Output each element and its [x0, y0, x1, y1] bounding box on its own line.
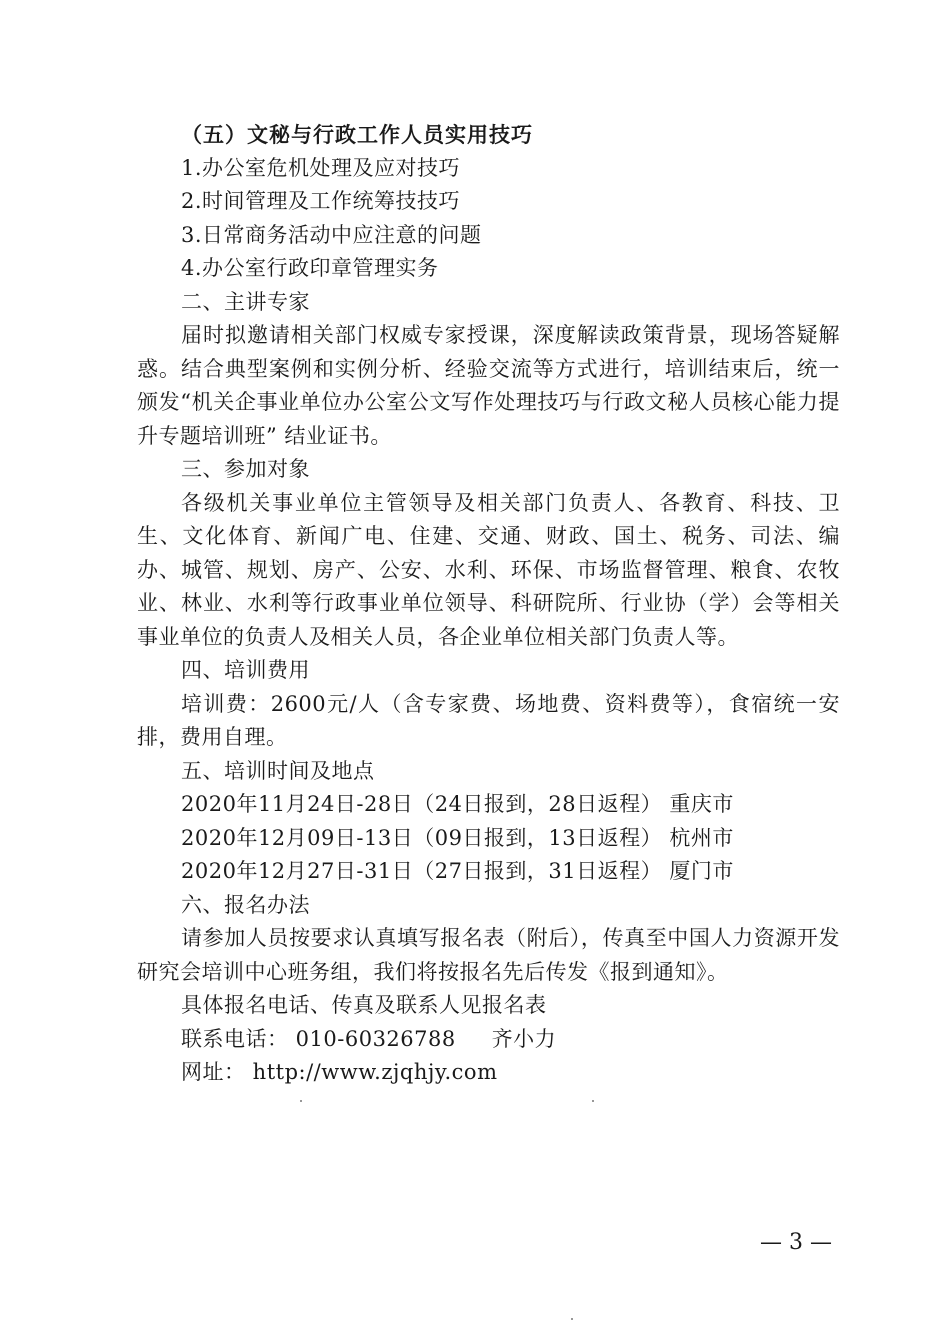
page-content [137, 118, 840, 1090]
section5-item-4: 4.办公室行政印章管理实务 [181, 256, 439, 280]
participants-paragraph: 各级机关事业单位主管领导及相关部门负责人、各教育、科技、卫生、文化体育、新闻广电、住建、交通、财政、国土、税务、司法、编办、城管、规划、房产、公安、水利、环保、市场监督管理、粮食、农牧业、林业、水利等行政事业单位领导、科研院所、行业协（学）会等相关事业单位的负责人及相关人员，各企业单位相关部门负责人等。 [137, 490, 840, 649]
scan-speck [592, 1100, 594, 1102]
scan-speck [300, 1100, 302, 1102]
page-number: — 3 — [760, 1230, 832, 1255]
registration-heading: 六、报名办法 [181, 892, 310, 917]
registration-paragraph: 请参加人员按要求认真填写报名表（附后），传真至中国人力资源开发研究会培训中心班务组，我们将按报名先后传发《报到通知》。 [137, 926, 840, 984]
fees-paragraph: 培训费：2600元/人（含专家费、场地费、资料费等），食宿统一安排，费用自理。 [137, 691, 840, 749]
participants-heading: 三、参加对象 [181, 457, 310, 481]
schedule-session-xiamen: 2020年12月27日-31日（27日报到，31日返程） 厦门市 [181, 859, 734, 883]
schedule-heading: 五、培训时间及地点 [181, 758, 375, 783]
section5-item-1: 1.办公室危机处理及应对技巧 [181, 155, 461, 180]
section5-title: （五）文秘与行政工作人员实用技巧 [181, 122, 533, 147]
registration-contact-note: 具体报名电话、传真及联系人见报名表 [181, 993, 547, 1017]
fees-heading: 四、培训费用 [181, 658, 310, 682]
section5-item-3: 3.日常商务活动中应注意的问题 [181, 222, 482, 247]
schedule-session-hangzhou: 2020年12月09日-13日（09日报到，13日返程） 杭州市 [181, 825, 734, 850]
experts-paragraph: 届时拟邀请相关部门权威专家授课，深度解读政策背景，现场答疑解惑。结合典型案例和实例分析、经验交流等方式进行，培训结束后，统一颁发“机关企事业单位办公室公文写作处理技巧与行政文秘人员核心能力提升专题培训班” 结业证书。 [137, 323, 840, 448]
schedule-session-chongqing: 2020年11月24日-28日（24日报到，28日返程） 重庆市 [181, 792, 734, 816]
scan-speck [571, 1318, 573, 1320]
registration-website-line: 网址： http://www.zjqhjy.com [181, 1060, 498, 1084]
section5-item-2: 2.时间管理及工作统筹技技巧 [181, 189, 461, 213]
registration-phone-line: 联系电话： 010-60326788 齐小力 [181, 1026, 557, 1051]
experts-heading: 二、主讲专家 [181, 289, 310, 314]
